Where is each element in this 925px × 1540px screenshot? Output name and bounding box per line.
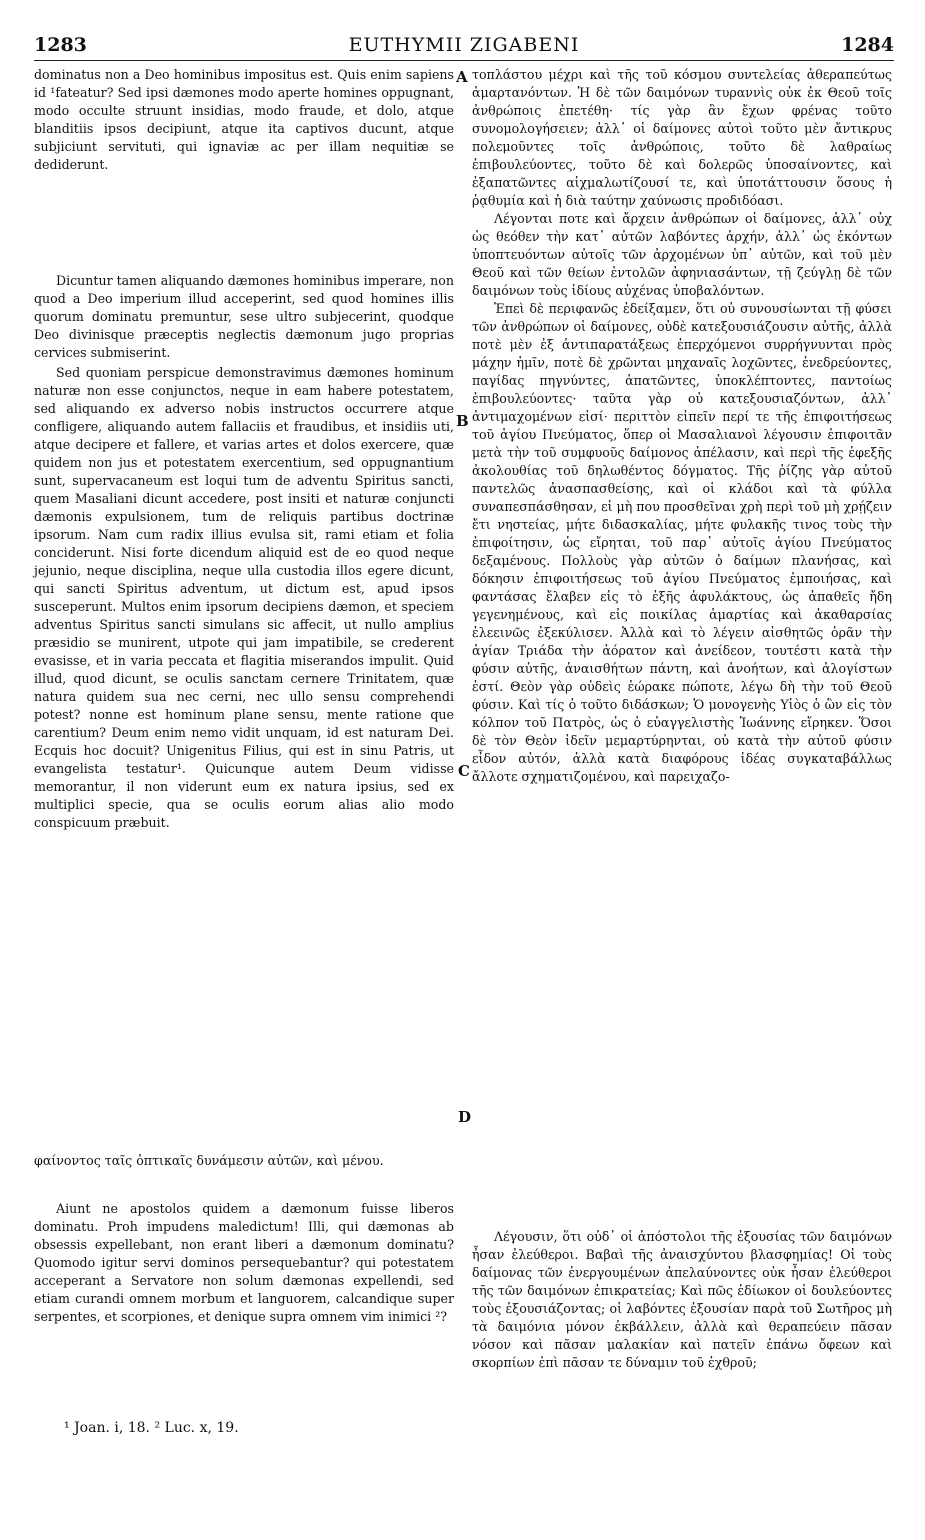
greek-paragraph-2: Λέγονται ποτε καὶ ἄρχειν ἀνθρώπων οἱ δαίμονες, ἀλλ᾽ οὐχ ὡς θεόθεν τὴν κατ᾽ αὐτῶν λαβόντες ἀρχήν, ἀλλ᾽ ὡς ἑκόντων ὑποπτευόντων αὐτοῖς τῶν ἀρχομένων ὑπ᾽ αὐτῶν, καὶ τοῦ μὲν Θεοῦ καὶ τῶν θείων ἐντολῶν ἀφηνιασάντων, τῇ ζεύγλῃ δὲ τῶν δαιμόνων τοὺς ἰδίους αὐχένας ὑποβαλόντων.: [472, 211, 892, 298]
footnotes: ¹ Joan. i, 18. ² Luc. x, 19.: [64, 1420, 239, 1436]
greek-paragraph-1: τοπλάστου μέχρι καὶ τῆς τοῦ κόσμου συντελείας ἀθεραπεύτως ἁμαρτανόντων. Ἡ δὲ τῶν δαιμόνων τυραννὶς οὐκ ἐκ Θεοῦ τοῖς ἀνθρώποις ἐπετέθη· τίς γὰρ ἂν ἔχων φρένας τοῦτο συνομολογήσειεν; ἀλλ᾽ οἱ δαίμονες αὐτοὶ τοῦτο μὲν ἄντικρυς πολεμοῦντες τοῖς ἀνθρώποις, τοῦτο δὲ λαθραίως ἐπιβουλεύοντες, τοῦτο δὲ καὶ δολερῶς ὑποσαίνοντες, καὶ ἐξαπατῶντες αἰχμαλωτίζουσί τε, καὶ ὑποτάττουσιν ὅσους ἡ ῥᾳθυμία καὶ ἡ διὰ ταύτην χαύνωσις προδιδόασι.: [472, 67, 892, 208]
latin-paragraph-4: φαίνοντος ταῖς ὀπτικαῖς δυνάμεσιν αὐτῶν, καὶ μένου.: [34, 1153, 384, 1168]
margin-marker-c: C: [458, 762, 470, 780]
margin-marker-b: B: [456, 412, 469, 430]
greek-paragraph-3: Ἐπεὶ δὲ περιφανῶς ἐδείξαμεν, ὅτι οὐ συνουσίωνται τῇ φύσει τῶν ἀνθρώπων οἱ δαίμονες, οὐδὲ κατεξουσιάζουσιν αὐτῆς, ἀλλὰ ποτὲ μὲν ἐξ ἀντιπαρατάξεως ἐπερχόμενοι συρρήγνυνται πρὸς μάχην ἡμῖν, ποτὲ δὲ χρῶνται μηχαναῖς λοχῶντες, ἐνεδρεύοντες, παγίδας πηγνύντες, ἀπατῶντες, ὑποκλέπτοντες, παντοίως ἐπιβουλεύοντες· ταῦτα γὰρ οὐ κατεξουσιαζόντων, ἀλλ᾽ ἀντιμαχομένων εἰσί· περιττὸν εἰπεῖν περί τε τῆς ἐπιφοιτήσεως τοῦ ἁγίου Πνεύματος, ὅπερ οἱ Μασαλιανοὶ λέγουσιν ἐπιφοιτᾶν μετὰ τὴν τοῦ συμφυοῦς δαίμονος ἀπέλασιν, καὶ περὶ τῆς ἐφεξῆς ἀκολουθίας τοῦ δηλωθέντος δόγματος. Τῆς ῥίζης γὰρ αὐτοῦ παντελῶς ἀνασπασθείσης, καὶ οἱ κλάδοι καὶ τὰ φύλλα συναπεσπάσθησαν, εἰ μὴ που προσθεῖναι χρὴ περὶ τοῦ μὴ χρῄζειν ἔτι νηστείας, μήτε διδασκαλίας, μήτε φυλακῆς τινος τοὺς τὴν ἐπιφοίτησιν, ὡς εἴρηται, τοῦ παρ᾽ αὐτοῖς ἁγίου Πνεύματος δεξαμένους. Πολλοὺς γὰρ αὐτῶν ὁ δαίμων πλανήσας, καὶ δόκησιν ἐπιφοιτήσεως τοῦ ἁγίου Πνεύματος ἐμποιήσας, καὶ φαντάσας ἔλαβεν εἰς τὸ ἐξῆς ἀφυλάκτους, ὡς ἀπαθεῖς ἤδη γεγενημένους, καὶ εἰς ποικίλας ἁμαρτίας καὶ ἀκαθαρσίας ἐλεεινῶς ἐξεκύλισεν. Ἀλλὰ καὶ τὸ λέγειν αἰσθητῶς ὁρᾶν τὴν ἁγίαν Τριάδα τὴν ἀόρατον καὶ ἀνείδεον, τουτέστι κατὰ τὴν φύσιν αὐτῆς, ἀναισθήτων πάντη, καὶ ἀνοήτων, καὶ ἀλογίστων ἐστί. Θεὸν γὰρ οὐδεὶς ἑώρακε πώποτε, λέγω δὴ τὴν τοῦ Θεοῦ φύσιν. Καὶ τίς ὁ τοῦτο διδάσκων; Ὁ μονογενὴς Υἱὸς ὁ ὢν εἰς τὸν κόλπον τοῦ Πατρὸς, ὡς ὁ εὐαγγελιστὴς Ἰωάννης εἴρηκεν. Ὅσοι δὲ τὸν Θεὸν ἰδεῖν μεμαρτύρηνται, οὐ κατὰ τὴν αὐτοῦ φύσιν εἶδον αὐτόν, ἀλλὰ κατὰ διαφόρους ἰδέας συγκαταβάλλως ἄλλοτε σχηματιζομένου, καὶ παρειχαζο-: [472, 301, 892, 784]
latin-column-top: [34, 66, 454, 174]
latin-greek-fragment: [34, 1152, 454, 1170]
greek-column-main: [472, 66, 892, 786]
latin-column-bottom: [34, 1200, 454, 1326]
running-title: EUTHYMII ZIGABENI: [348, 34, 580, 56]
latin-paragraph-1: dominatus non a Deo hominibus impositus est. Quis enim sapiens id ¹fateatur? Sed ipsi dæmones modo aperte homines oppugnant, modo occulte struunt insidias, modo fraude, et dolo, atque blanditiis ipsos decipiunt, atque ita captivos ducunt, atque subjiciunt servituti, qui ignaviæ ac per illam nequitiæ se dediderunt.: [34, 67, 454, 172]
latin-paragraph-2: Dicuntur tamen aliquando dæmones hominibus imperare, non quod a Deo imperium illud acceperint, sed quod homines illis quorum dominatu premuntur, sese ultro subjecerint, quodque Deo divinisque præceptis neglectis dæmonum jugo proprias cervices submiserint.: [34, 273, 454, 360]
latin-paragraph-5: Aiunt ne apostolos quidem a dæmonum fuisse liberos dominatu. Proh impudens maledictum! Illi, qui dæmonas ab obsessis expellebant, non erant liberi a dæmonum dominatu? Quomodo igitur servi dominos persequebantur? qui potestatem acceperant a Servatore non solum dæmonas expellendi, sed etiam curandi omnem morbum et languorem, calcandique super serpentes, et scorpiones, et denique supra omnem vim inimici ²?: [34, 1201, 454, 1324]
page-number-right: 1284: [841, 34, 894, 56]
margin-marker-d: D: [458, 1108, 472, 1126]
greek-paragraph-4: Λέγουσιν, ὅτι οὐδ᾽ οἱ ἀπόστολοι τῆς ἐξουσίας τῶν δαιμόνων ἦσαν ἐλεύθεροι. Βαβαὶ τῆς ἀναισχύντου βλασφημίας! Οἱ τοὺς δαίμονας τῶν ἐνεργουμένων ἀπελαύνοντες οὐκ ἦσαν ἐλεύθεροι τῆς τῶν δαιμόνων ἐπικρατείας; Καὶ πῶς ἐδίωκον οἱ δουλεύοντες τοὺς ἐξουσιάζοντας; οἱ λαβόντες ἐξουσίαν παρὰ τοῦ Σωτῆρος μὴ τὰ δαιμόνια μόνον ἐκβάλλειν, ἀλλὰ καὶ θεραπεύειν πᾶσαν νόσον καὶ πᾶσαν μαλακίαν καὶ πατεῖν ἐπάνω ὄφεων καὶ σκορπίων ἐπὶ πᾶσαν τε δύναμιν τοῦ ἐχθροῦ;: [472, 1229, 892, 1370]
greek-column-bottom: [472, 1228, 892, 1372]
latin-paragraph-3: Sed quoniam perspicue demonstravimus dæmones hominum naturæ non esse conjunctos, neque in eam habere potestatem, sed aliquando ex adverso nobis instructos occurrere atque confligere, aliquando autem fallaciis et fraudibus, et insidiis uti, atque decipere et fallere, et varias artes et dolos exercere, quæ quidem non jus et potestatem exercentium, sed oppugnantium sunt, supervacaneum est loqui tum de adventu Spiritus sancti, quem Masaliani dicunt accedere, post insiti et naturæ conjuncti dæmonis expulsionem, tum de reliquis partibus doctrinæ ipsorum. Nam cum radix illius evulsa sit, rami etiam et folia conciderunt. Nisi forte dicendum aliquid est de eo quod neque jejunio, neque disciplina, neque ulla custodia illos egere dicunt, qui sancti Spiritus adventum, ut dictum est, apud ipsos susceperunt. Multos enim ipsorum decipiens dæmon, et speciem adventus Spiritus sancti simulans sic affecit, ut nullo amplius præsidio se munirent, utpote qui jam impatibile, se crederent evasisse, et in varia peccata et flagitia miserandos impulit. Quid illud, quod dicunt, se oculis sanctam cernere Trinitatem, quæ natura quidem sua nec cerni, nec ullo sensu comprehendi potest? nonne est hominum plane sensu, mente ratione que carentium? Deum enim nemo vidit unquam, id est naturam Dei. Ecquis hoc docuit? Unigenitus Filius, qui est in sinu Patris, ut evangelista testatur¹. Quicunque autem Deum vidisse memorantur, il non viderunt eum ex natura ipsius, sed ex multiplici specie, qua se oculis eorum alias alio modo conspicuum præbuit.: [34, 365, 454, 830]
latin-column-main: [34, 272, 454, 832]
margin-marker-a: A: [456, 68, 468, 86]
running-header: [34, 30, 894, 61]
page-number-left: 1283: [34, 34, 87, 56]
